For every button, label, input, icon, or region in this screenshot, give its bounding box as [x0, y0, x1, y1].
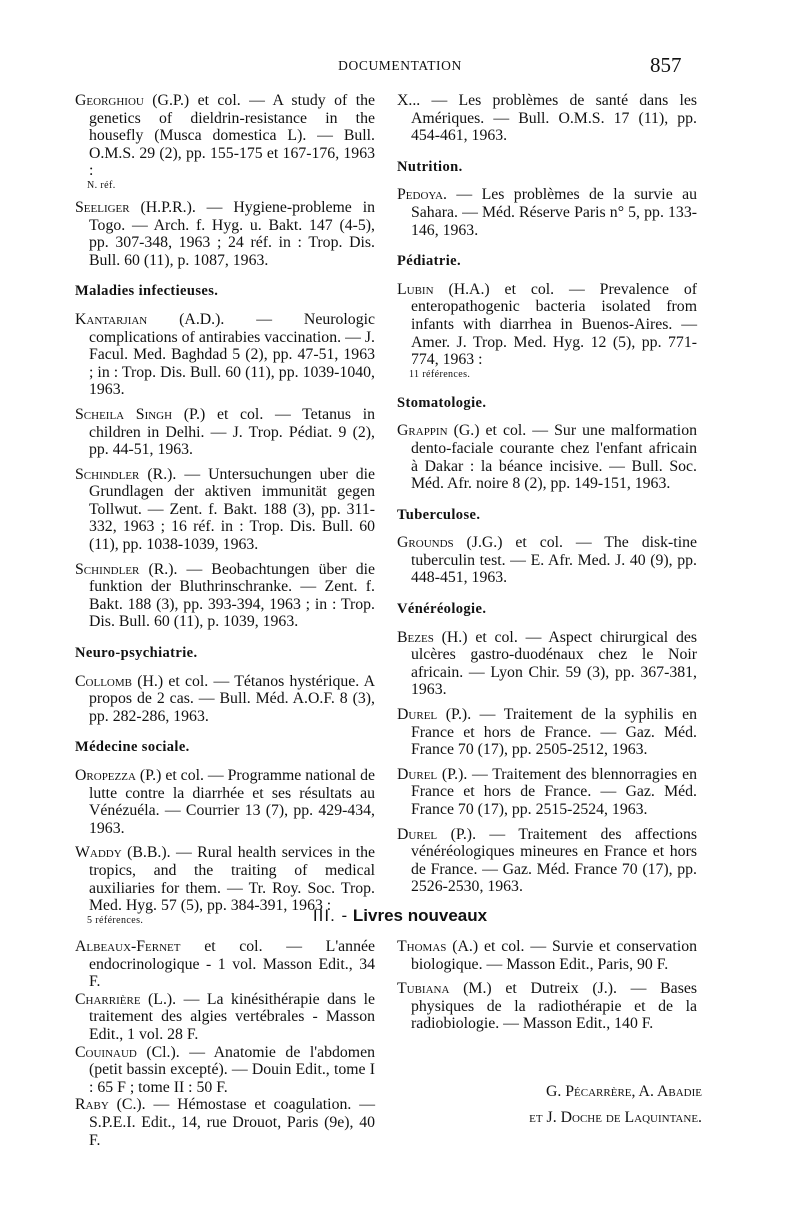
citation-text: (R.). — Untersuchungen uber die Grundlagen der aktiven immunität gegen Tollwut. — Zent. f. Bakt. 188 (3), pp. 311-332, 1963 ; 16 réf. in : Trop. Dis. Bull. 60 (11), pp. 1038-1039, 1963.: [89, 465, 376, 554]
book-text: (M.) et Dutreix (J.). — Bases physiques de la radiothérapie et de la radiobiologie. — Masson Edit., 140 F.: [411, 980, 697, 1033]
citation-text: — Les problèmes de la survie au Sahara. — Méd. Réserve Paris n° 5, pp. 133-146, 1963.: [411, 186, 698, 239]
book-entry: [397, 980, 697, 1033]
citation-entry: [397, 534, 697, 587]
book-text: (A.) et col. — Survie et conservation biologique. — Masson Edit., Paris, 90 F.: [411, 938, 698, 973]
citation-note: 5 références.: [87, 914, 144, 926]
citation-entry: [397, 92, 697, 145]
citation-entry: [75, 466, 375, 554]
citation-entry: [75, 406, 375, 459]
citation-text: (H.P.R.). — Hygiene-probleme in Togo. — Arch. f. Hyg. u. Bakt. 147 (4-5), pp. 307-348, 1963 ; 24 réf. in : Trop. Dis. Bull. 60 (11), p. 1087, 1963.: [89, 198, 375, 269]
section-heading-nutrition: Nutrition.: [397, 158, 463, 175]
book-author: Charrière: [75, 990, 141, 1008]
citation-author: Grappin: [397, 422, 448, 440]
book-entry: [75, 1096, 375, 1149]
book-text: (C.). — Hémostase et coagulation. — S.P.E.I. Edit., 14, rue Drouot, Paris (9e), 40 F.: [89, 1096, 375, 1149]
book-entry: [397, 938, 697, 973]
right-column: [397, 92, 697, 903]
citation-text: (P.) et col. — Programme national de lutte contre la diarrhée et ses résultats au Vénézuéla. — Courrier 13 (7), pp. 429-434, 1963.: [89, 767, 376, 837]
section-heading-tuberculose: Tuberculose.: [397, 506, 481, 523]
part-title: Livres nouveaux: [352, 906, 488, 925]
citation-author: X...: [397, 92, 421, 109]
citation-text: (P.). — Traitement de la syphilis en France et hors de France. — Gaz. Méd. France 70 (17), pp. 2505-2512, 1963.: [411, 706, 698, 759]
signature-line-1: G. Pécarrère, A. Abadie: [545, 1083, 702, 1100]
signature-line-2: et J. Doche de Laquintane.: [529, 1109, 702, 1126]
citation-note: 11 références.: [409, 368, 471, 380]
citation-entry: [75, 92, 375, 192]
book-author: Tubiana: [397, 980, 450, 998]
page-number: 857: [650, 53, 682, 77]
citation-text: (H.) et col. — Tétanos hystérique. A propos de 2 cas. — Bull. Méd. A.O.F. 8 (3), pp. 282-286, 1963.: [89, 672, 376, 725]
citation-entry: [75, 673, 375, 726]
citation-entry: [75, 311, 375, 399]
citation-entry: [397, 629, 697, 699]
citation-author: Oropezza: [75, 767, 136, 784]
citation-author: Georghiou: [75, 92, 144, 109]
citation-text: (G.) et col. — Sur une malformation dento-faciale courante chez l'enfant africain à Dakar : la béance incisive. — Bull. Soc. Méd. Afr. noire 8 (2), pp. 149-151, 1963.: [411, 422, 697, 493]
book-text: (L.). — La kinésithérapie dans le traitement des algies vertébrales - Masson Edit., 1 vol. 28 F.: [89, 990, 375, 1043]
citation-entry: [397, 826, 697, 896]
section-heading-pediatrie: Pédiatrie.: [397, 253, 461, 270]
book-text: (Cl.). — Anatomie de l'abdomen (petit bassin excepté). — Douin Edit., tome I : 65 F ; tome II : 50 F.: [89, 1043, 375, 1096]
citation-text: (H.) et col. — Aspect chirurgical des ulcères gastro-duodénaux chez le Noir africain. — Lyon Chir. 59 (3), pp. 367-381, 1963.: [411, 628, 697, 699]
running-title: DOCUMENTATION: [338, 58, 462, 73]
citation-author: Schindler: [75, 560, 140, 578]
citation-author: Schindler: [75, 465, 140, 483]
citation-text: (A.D.). — Neurologic complications of antirabies vaccination. — J. Facul. Med. Baghdad 5 (2), pp. 47-51, 1963 ; in : Trop. Dis. Bull. 60 (11), pp. 1039-1040, 1963.: [89, 310, 375, 399]
citation-entry: [397, 281, 697, 381]
books-right-column: [397, 938, 697, 1040]
citation-entry: [75, 767, 375, 837]
section-heading-infectieuses: Maladies infectieuses.: [75, 283, 219, 300]
citation-text: (R.). — Beobachtungen über die funktion der Bluthrinschranke. — Zent. f. Bakt. 188 (3), pp. 393-394, 1963 ; in : Trop. Dis. Bull. 60 (11), p. 1039, 1963.: [89, 560, 375, 631]
citation-author: Seeliger: [75, 198, 130, 216]
citation-text: (P.). — Traitement des blennorragies en France et hors de France. — Gaz. Méd. France 70 (17), pp. 2515-2524, 1963.: [411, 765, 697, 818]
book-author: Couinaud: [75, 1043, 137, 1061]
citation-author: Waddy: [75, 844, 122, 862]
book-author: Thomas: [397, 938, 447, 955]
citation-author: Grounds: [397, 534, 454, 552]
book-text: et col. — L'année endocrinologique - 1 vol. Masson Edit., 34 F.: [89, 938, 375, 991]
citation-author: Pedoya.: [397, 186, 448, 204]
citation-author: Durel: [397, 765, 438, 783]
citation-entry: [397, 766, 697, 819]
citation-author: Scheila Singh: [75, 405, 173, 423]
section-heading-stomatologie: Stomatologie.: [397, 394, 487, 411]
books-left-column: [75, 938, 375, 1149]
section-heading-venereologie: Vénéréologie.: [397, 601, 487, 618]
citation-text: (P.) et col. — Tetanus in children in Delhi. — J. Trop. Pédiat. 9 (2), pp. 44-51, 1963.: [89, 405, 376, 459]
citation-entry: [397, 706, 697, 759]
citation-text: (B.B.). — Rural health services in the tropics, and the traiting of medical auxiliaries for them. — Tr. Roy. Soc. Trop. Med. Hyg. 57 (5), pp. 384-391, 1963 :: [89, 844, 375, 915]
section-heading-sociale: Médecine sociale.: [75, 739, 190, 756]
citation-entry: [397, 186, 697, 239]
citation-note: N. réf.: [87, 179, 116, 191]
citation-text: (J.G.) et col. — The disk-tine tuberculin test. — E. Afr. Med. J. 40 (9), pp. 448-451, 1963.: [411, 534, 697, 587]
citation-entry: [75, 561, 375, 631]
signature: [492, 1079, 702, 1131]
citation-text: (H.A.) et col. — Prevalence of enteropathogenic bacteria isolated from infants with diarrhea in Buenos-Aires. — Amer. J. Trop. Med. Hyg. 12 (5), pp. 771-774, 1963 :: [411, 280, 697, 369]
book-entry: [75, 991, 375, 1044]
citation-author: Collomb: [75, 672, 132, 690]
citation-author: Durel: [397, 706, 438, 724]
citation-author: Lubin: [397, 280, 434, 298]
citation-entry: [75, 199, 375, 269]
citation-author: Bezes: [397, 628, 434, 646]
left-column: [75, 92, 375, 934]
citation-author: Kantarjian: [75, 310, 148, 328]
book-entry: [75, 1044, 375, 1097]
part-heading: [0, 906, 800, 926]
citation-author: Durel: [397, 825, 438, 843]
page-header: [0, 0, 800, 90]
section-heading-neuro: Neuro-psychiatrie.: [75, 645, 198, 662]
citation-text: (G.P.) et col. — A study of the genetics of dieldrin-resistance in the housefly (Musca domestica L). — Bull. O.M.S. 29 (2), pp. 155-175 et 167-176, 1963 :: [89, 92, 375, 180]
book-author: Raby: [75, 1096, 109, 1114]
citation-text: — Les problèmes de santé dans les Amériques. — Bull. O.M.S. 17 (11), pp. 454-461, 1963.: [411, 92, 697, 145]
citation-entry: [397, 422, 697, 492]
book-author: Albeaux-Fernet: [75, 938, 181, 955]
citation-text: (P.). — Traitement des affections vénéréologiques mineures en France et hors de France. — Gaz. Méd. France 70 (17), pp. 2526-2530, 1963.: [411, 825, 697, 896]
part-number: III. -: [312, 906, 349, 925]
book-entry: [75, 938, 375, 991]
